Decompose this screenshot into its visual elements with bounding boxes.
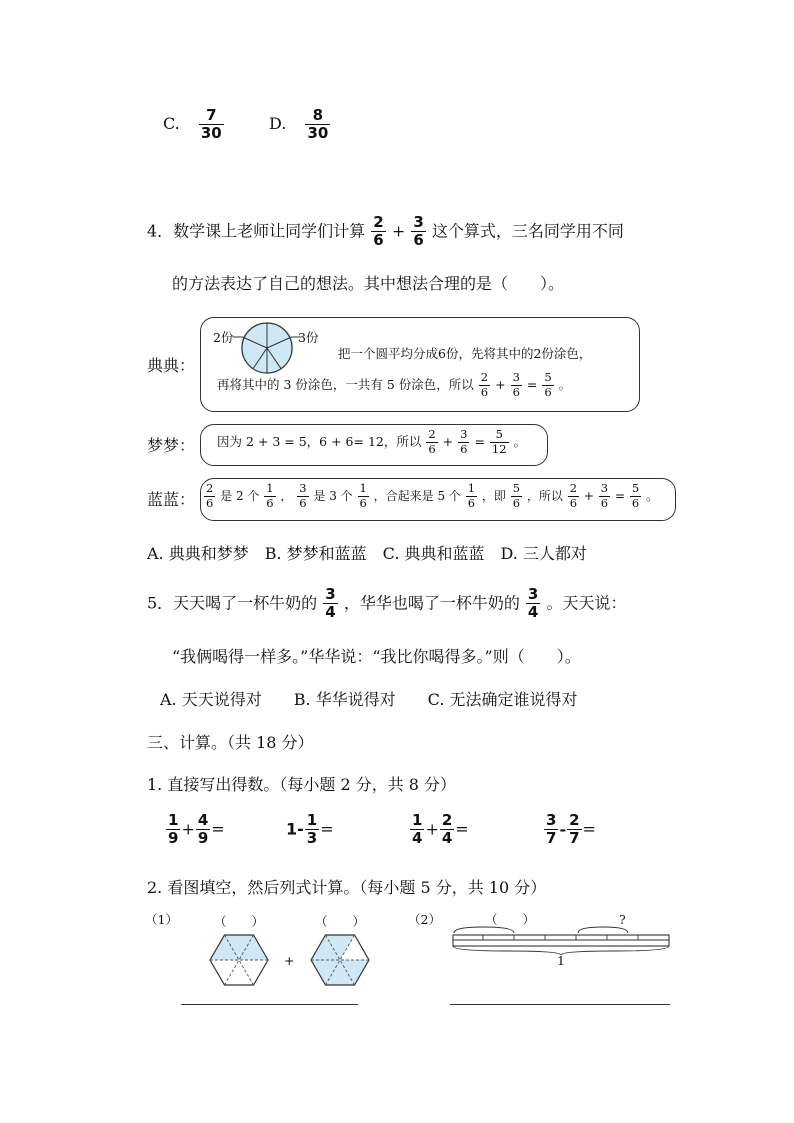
- hexagon-plus-sign: +: [284, 953, 295, 968]
- q5-stem-line1: 5．天天喝了一杯牛奶的 $\frac{3}{4}$ ，华华也喝了一杯牛奶的 $\frac{3}{4}$ 。天天说：: [147, 585, 627, 621]
- q4-stem-line2: 的方法表达了自己的想法。其中想法合理的是（ ）。: [172, 274, 565, 293]
- option-d-fraction: $\frac{8}{30}$: [307, 106, 329, 142]
- fraction: $\frac{1}{9}$: [168, 811, 179, 847]
- hexagon-right-blank: （ ）: [315, 914, 366, 929]
- equals-sign: =: [526, 377, 538, 392]
- q5-stem-line2: “我俩喝得一样多。”华华说：“我比你喝得多。”则（ ）。: [172, 647, 581, 666]
- hexagon-left: [206, 932, 272, 988]
- diandian-name: 典典：: [147, 356, 196, 375]
- fraction: $\frac{3}{6}$: [299, 481, 307, 510]
- fraction: $\frac{1}{3}$: [306, 811, 318, 847]
- bar-question-mark: ?: [619, 912, 626, 927]
- expression-1: $\frac{1}{9}$ + $\frac{4}{9}$ =: [168, 811, 225, 847]
- diandian-text-line2: 再将其中的 3 份涂色，一共有 5 份涂色，所以 $\frac{2}{6}$ + $\frac{3}{6}$ = $\frac{5}{6}$ 。: [217, 370, 572, 399]
- option-c-fraction: $\frac{7}{30}$: [200, 106, 222, 142]
- problem-2-label: （2）: [408, 912, 441, 927]
- fraction: $\frac{4}{9}$: [197, 811, 209, 847]
- lanlan-name: 蓝蓝：: [147, 490, 196, 509]
- fraction: $\frac{3}{6}$: [460, 427, 468, 456]
- lanlan-text: $\frac{2}{6}$ 是 2 个 $\frac{1}{6}$ ， $\frac{3}{6}$ 是 3 个 $\frac{1}{6}$ ，合起来是 5 个 $\frac{1}{6}$ ，即 $\frac{5}{6}$ ，所以 $\frac{2}{6}$ + $\frac{3}{6}$ = $\frac{5}{6}$ 。: [206, 481, 659, 510]
- bar-whole-label: 1: [557, 953, 565, 968]
- fraction: $\frac{1}{6}$: [359, 481, 367, 510]
- q3-option-d: [269, 107, 331, 142]
- plus-sign: +: [495, 377, 506, 392]
- hexagon-left-blank: （ ）: [214, 914, 265, 929]
- fraction: $\frac{5}{6}$: [631, 481, 640, 510]
- diandian-text-line1: 把一个圆平均分成6份，先将其中的2份涂色，: [338, 346, 592, 361]
- section-3-title: 三、计算。（共 18 分）: [147, 733, 314, 752]
- equals-sign: =: [614, 489, 626, 503]
- q5-options: A. 天天说得对 B. 华华说得对 C. 无法确定谁说得对: [160, 690, 578, 709]
- expression-2: 1- $\frac{1}{3}$ =: [286, 811, 334, 847]
- circle-label-2-parts: 2份: [213, 330, 234, 345]
- divided-circle-diagram: [205, 318, 335, 378]
- plus-sign: +: [583, 489, 594, 503]
- expression-4: $\frac{3}{7}$ - $\frac{2}{7}$ =: [546, 811, 596, 847]
- fraction: $\frac{3}{6}$: [600, 481, 609, 510]
- q5-fraction-1: $\frac{3}{4}$: [325, 585, 336, 621]
- fraction: $\frac{3}{6}$: [512, 370, 520, 399]
- fraction: $\frac{2}{6}$: [428, 427, 436, 456]
- circle-label-3-parts: 3份: [298, 330, 319, 345]
- fraction: $\frac{2}{4}$: [441, 811, 453, 847]
- fraction: $\frac{1}{6}$: [266, 481, 274, 510]
- fraction: $\frac{5}{6}$: [512, 481, 521, 510]
- fraction: $\frac{2}{6}$: [206, 481, 214, 510]
- section-3-q1-title: 1. 直接写出得数。（每小题 2 分，共 8 分）: [147, 775, 457, 794]
- option-c-label: C.: [163, 114, 180, 133]
- q4-fraction-1: $\frac{2}{6}$: [373, 213, 384, 249]
- fraction: $\frac{2}{6}$: [480, 370, 489, 399]
- fraction: $\frac{2}{6}$: [569, 481, 578, 510]
- fraction: $\frac{2}{7}$: [569, 811, 580, 847]
- option-d-label: D.: [269, 114, 287, 133]
- q4-fraction-2: $\frac{3}{6}$: [413, 213, 424, 249]
- hexagon-right: [307, 932, 373, 988]
- q3-option-c: [163, 107, 225, 142]
- q4-stem-line1: 4．数学课上老师让同学们计算 $\frac{2}{6}$ + $\frac{3}{6}$ 这个算式，三名同学用不同: [147, 213, 624, 249]
- q5-fraction-2: $\frac{3}{4}$: [527, 585, 539, 621]
- section-3-q2-title: 2. 看图填空，然后列式计算。（每小题 5 分，共 10 分）: [147, 878, 547, 897]
- bar-blank: （ ）: [485, 912, 536, 927]
- expression-3: $\frac{1}{4}$ + $\frac{2}{4}$ =: [412, 811, 469, 847]
- answer-line-1[interactable]: [181, 1004, 358, 1005]
- fraction: $\frac{1}{4}$: [412, 811, 423, 847]
- mengmeng-name: 梦梦：: [147, 436, 196, 455]
- mengmeng-text: 因为 2 + 3 = 5，6 + 6= 12，所以 $\frac{2}{6}$ + $\frac{3}{6}$ = $\frac{5}{12}$ 。: [217, 427, 527, 456]
- fraction: $\frac{1}{6}$: [467, 481, 476, 510]
- fraction: $\frac{5}{6}$: [544, 370, 552, 399]
- fraction: $\frac{3}{7}$: [546, 811, 557, 847]
- equals-sign: =: [474, 434, 485, 449]
- problem-1-label: （1）: [145, 912, 178, 927]
- fraction: $\frac{5}{12}$: [491, 427, 507, 456]
- q4-options: A. 典典和梦梦 B. 梦梦和蓝蓝 C. 典典和蓝蓝 D. 三人都对: [147, 544, 587, 563]
- plus-sign: +: [442, 434, 454, 449]
- answer-line-2[interactable]: [450, 1004, 670, 1005]
